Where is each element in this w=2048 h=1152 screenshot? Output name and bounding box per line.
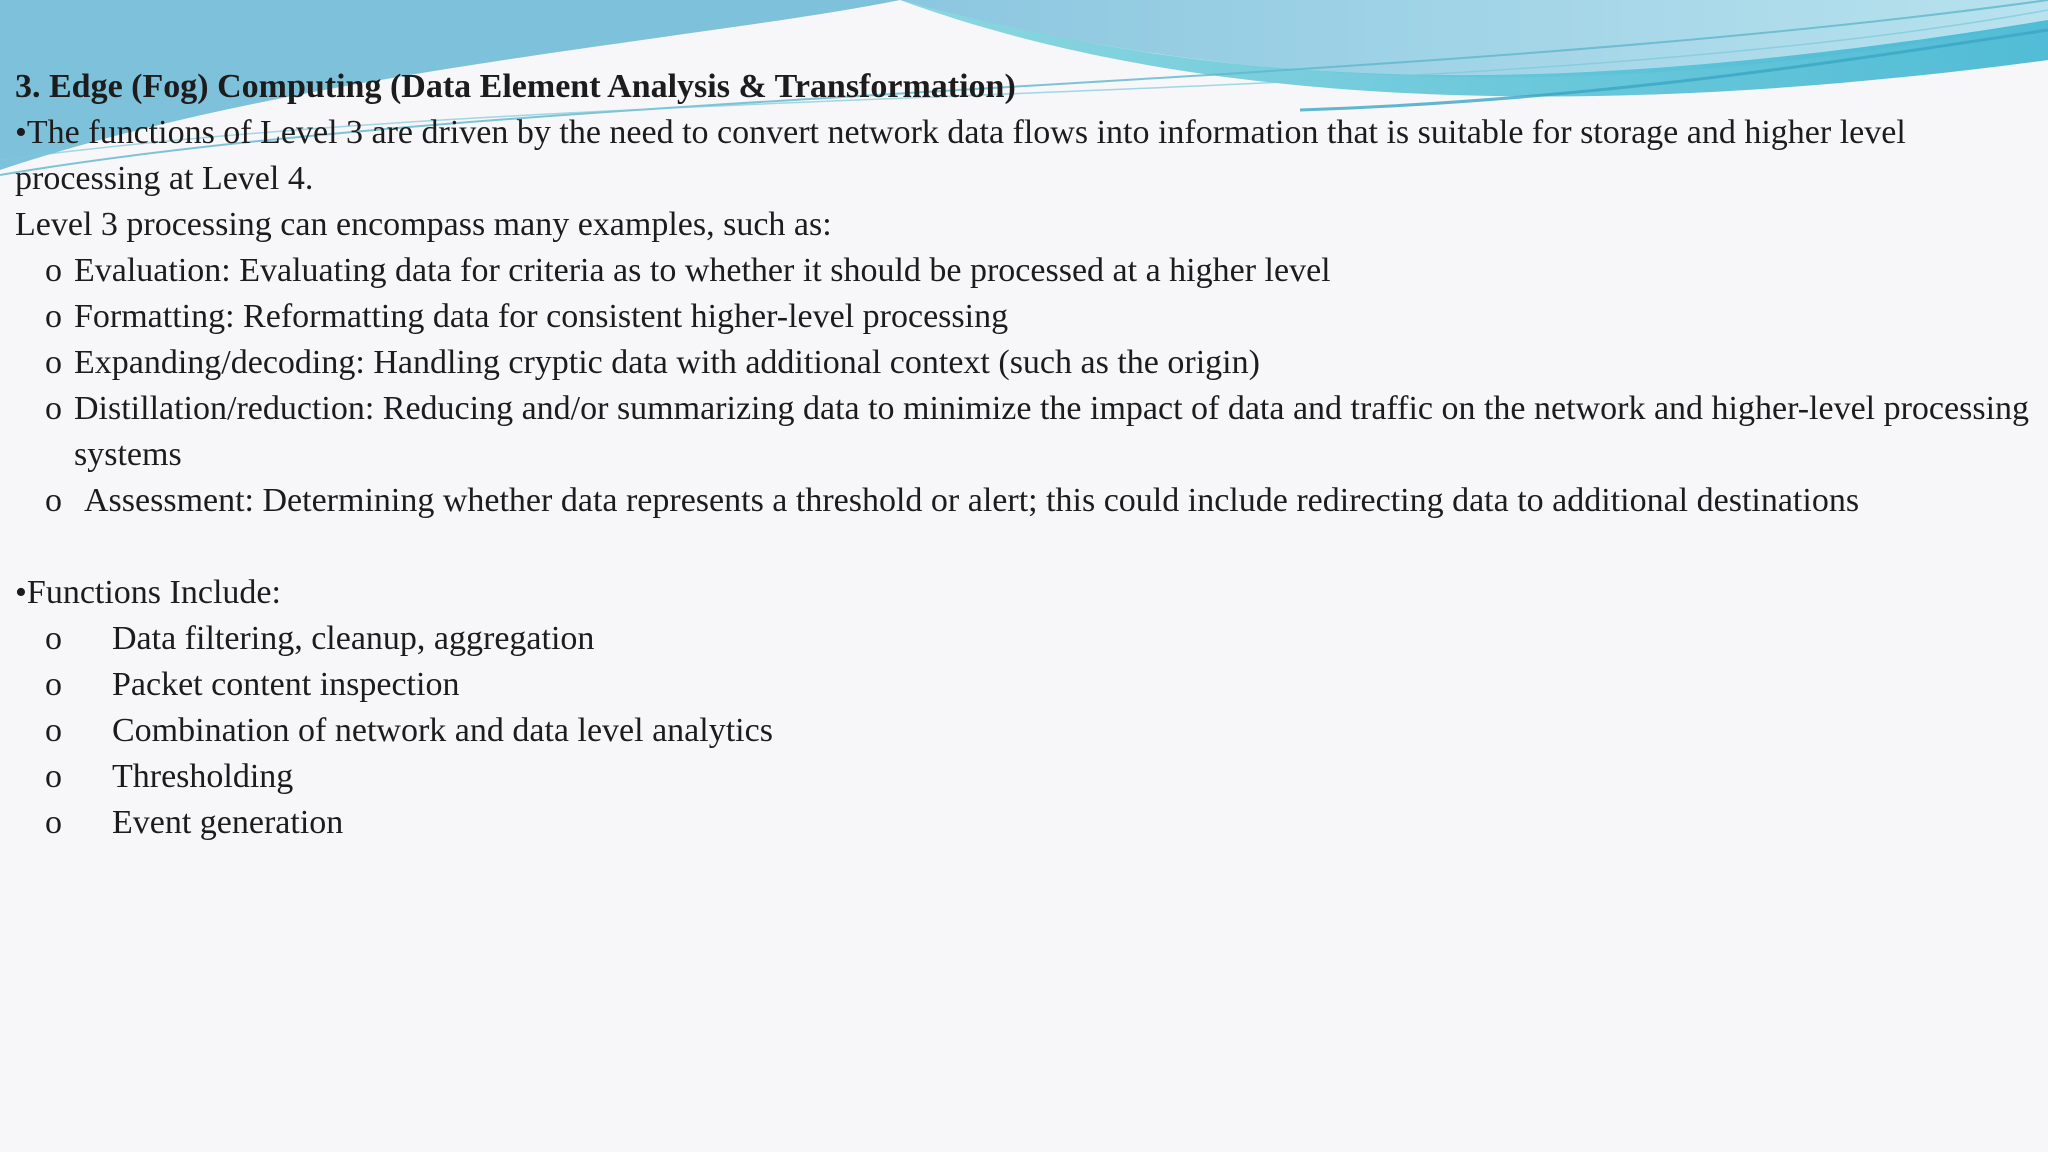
circle-bullet-icon: o xyxy=(45,620,62,657)
circle-bullet-icon: o xyxy=(45,666,62,703)
functions-heading: •Functions Include: xyxy=(15,574,281,611)
function-text: Packet content inspection xyxy=(112,666,460,703)
functions-list xyxy=(15,616,2045,846)
circle-bullet-icon: o xyxy=(45,298,62,335)
example-text: Assessment: Determining whether data represents a threshold or alert; this could include redirecting data to additional destinations xyxy=(84,482,1860,519)
circle-bullet-icon: o xyxy=(45,252,62,289)
function-text: Data filtering, cleanup, aggregation xyxy=(112,620,595,657)
example-text: Evaluation: Evaluating data for criteria as to whether it should be processed at a higher level xyxy=(74,252,1331,289)
circle-bullet-icon: o xyxy=(45,344,62,381)
spacer xyxy=(15,524,2045,570)
list-item xyxy=(15,754,2045,800)
examples-lead: Level 3 processing can encompass many examples, such as: xyxy=(15,206,832,243)
example-text: Distillation/reduction: Reducing and/or summarizing data to minimize the impact of data and traffic on the network and higher-level processing systems xyxy=(74,390,2030,473)
circle-bullet-icon: o xyxy=(45,804,62,841)
list-item xyxy=(15,386,2045,478)
circle-bullet-icon: o xyxy=(45,482,62,519)
list-item xyxy=(15,294,2045,340)
slide-content xyxy=(15,64,2045,846)
list-item xyxy=(15,340,2045,386)
function-text: Thresholding xyxy=(112,758,294,795)
list-item xyxy=(15,800,2045,846)
list-item xyxy=(15,478,2045,524)
circle-bullet-icon: o xyxy=(45,390,62,427)
list-item xyxy=(15,708,2045,754)
examples-list xyxy=(15,248,2045,524)
function-text: Event generation xyxy=(112,804,344,841)
list-item xyxy=(15,248,2045,294)
function-text: Combination of network and data level analytics xyxy=(112,712,773,749)
list-item xyxy=(15,662,2045,708)
circle-bullet-icon: o xyxy=(45,712,62,749)
slide-title: 3. Edge (Fog) Computing (Data Element Analysis & Transformation) xyxy=(15,68,1016,105)
example-text: Formatting: Reformatting data for consistent higher-level processing xyxy=(74,298,1009,335)
list-item xyxy=(15,616,2045,662)
intro-paragraph: •The functions of Level 3 are driven by the need to convert network data flows into information that is suitable for storage and higher level processing at Level 4. xyxy=(15,114,1906,197)
example-text: Expanding/decoding: Handling cryptic data with additional context (such as the origin) xyxy=(74,344,1260,381)
circle-bullet-icon: o xyxy=(45,758,62,795)
